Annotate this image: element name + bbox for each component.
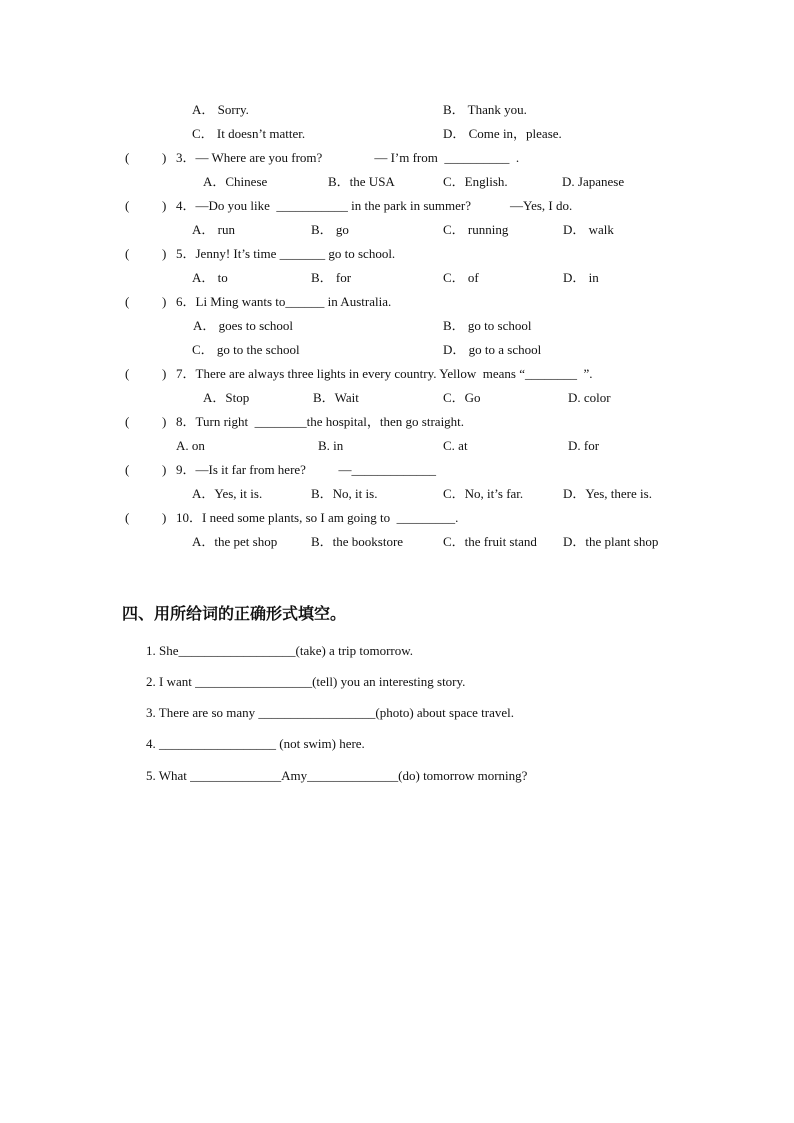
answer-paren-close: ): [162, 246, 167, 261]
fill-item-2: 2. I want __________________(tell) you an interesting story.: [146, 674, 466, 689]
answer-paren-close: ): [162, 510, 167, 525]
section-4-title: 四、用所给词的正确形式填空。: [122, 604, 347, 623]
option-q7-c: C．Go: [443, 390, 481, 405]
option-q7-a: A．Stop: [203, 390, 250, 405]
option-q4-c: C． running: [443, 222, 509, 237]
fill-item-1: 1. She__________________(take) a trip tomorrow.: [146, 643, 414, 658]
option-q8-b: B. in: [318, 438, 344, 453]
option-q4-a: A． run: [192, 222, 235, 237]
option-q2-d: D． Come in，please.: [443, 126, 562, 141]
option-q5-c: C． of: [443, 270, 479, 285]
option-q2-b: B． Thank you.: [443, 102, 527, 117]
option-q8-a: A. on: [176, 438, 205, 453]
fill-item-5: 5. What ______________Amy______________(do) tomorrow morning?: [146, 768, 528, 783]
answer-paren-open: (: [125, 462, 130, 477]
option-q3-a: A．Chinese: [203, 174, 268, 189]
question-9-stem: 9．—Is it far from here? —_____________: [176, 462, 436, 477]
option-q7-b: B．Wait: [313, 390, 359, 405]
answer-paren-open: (: [125, 198, 130, 213]
question-8-stem: 8．Turn right ________the hospital，then go straight.: [176, 414, 465, 429]
question-5-stem: 5．Jenny! It’s time _______ go to school.: [176, 246, 396, 261]
fill-item-3: 3. There are so many __________________(photo) about space travel.: [146, 705, 514, 720]
option-q2-a: A． Sorry.: [192, 102, 249, 117]
answer-paren-close: ): [162, 366, 167, 381]
question-7-stem: 7．There are always three lights in every country. Yellow means “________ ”.: [176, 366, 593, 381]
option-q4-b: B． go: [311, 222, 349, 237]
option-q10-b: B．the bookstore: [311, 534, 404, 549]
option-q8-c: C. at: [443, 438, 468, 453]
option-q5-d: D． in: [563, 270, 599, 285]
option-q5-b: B． for: [311, 270, 352, 285]
answer-paren-close: ): [162, 462, 167, 477]
option-q10-a: A．the pet shop: [192, 534, 278, 549]
option-q9-a: A．Yes, it is.: [192, 486, 263, 501]
answer-paren-close: ): [162, 414, 167, 429]
option-q3-b: B．the USA: [328, 174, 395, 189]
option-q5-a: A． to: [192, 270, 228, 285]
question-6-stem: 6．Li Ming wants to______ in Australia.: [176, 294, 392, 309]
answer-paren-close: ): [162, 198, 167, 213]
option-q8-d: D. for: [568, 438, 600, 453]
answer-paren-open: (: [125, 414, 130, 429]
question-4-stem: 4．—Do you like ___________ in the park in summer? —Yes, I do.: [176, 198, 573, 213]
answer-paren-open: (: [125, 294, 130, 309]
answer-paren-open: (: [125, 150, 130, 165]
question-10-stem: 10．I need some plants, so I am going to _________.: [176, 510, 459, 525]
option-q6-a: A． goes to school: [193, 318, 294, 333]
option-q10-d: D．the plant shop: [563, 534, 659, 549]
option-q3-c: C．English.: [443, 174, 508, 189]
answer-paren-close: ): [162, 150, 167, 165]
option-q6-c: C． go to the school: [192, 342, 300, 357]
option-q2-c: C． It doesn’t matter.: [192, 126, 306, 141]
option-q9-c: C．No, it’s far.: [443, 486, 524, 501]
option-q3-d: D. Japanese: [562, 174, 625, 189]
option-q6-b: B． go to school: [443, 318, 532, 333]
option-q6-d: D． go to a school: [443, 342, 542, 357]
option-q7-d: D. color: [568, 390, 611, 405]
fill-item-4: 4. __________________ (not swim) here.: [146, 736, 365, 751]
answer-paren-open: (: [125, 366, 130, 381]
option-q10-c: C．the fruit stand: [443, 534, 537, 549]
option-q9-b: B．No, it is.: [311, 486, 378, 501]
answer-paren-close: ): [162, 294, 167, 309]
question-3-stem: 3．— Where are you from? — I’m from __________ .: [176, 150, 520, 165]
answer-paren-open: (: [125, 510, 130, 525]
option-q9-d: D．Yes, there is.: [563, 486, 652, 501]
answer-paren-open: (: [125, 246, 130, 261]
option-q4-d: D． walk: [563, 222, 614, 237]
